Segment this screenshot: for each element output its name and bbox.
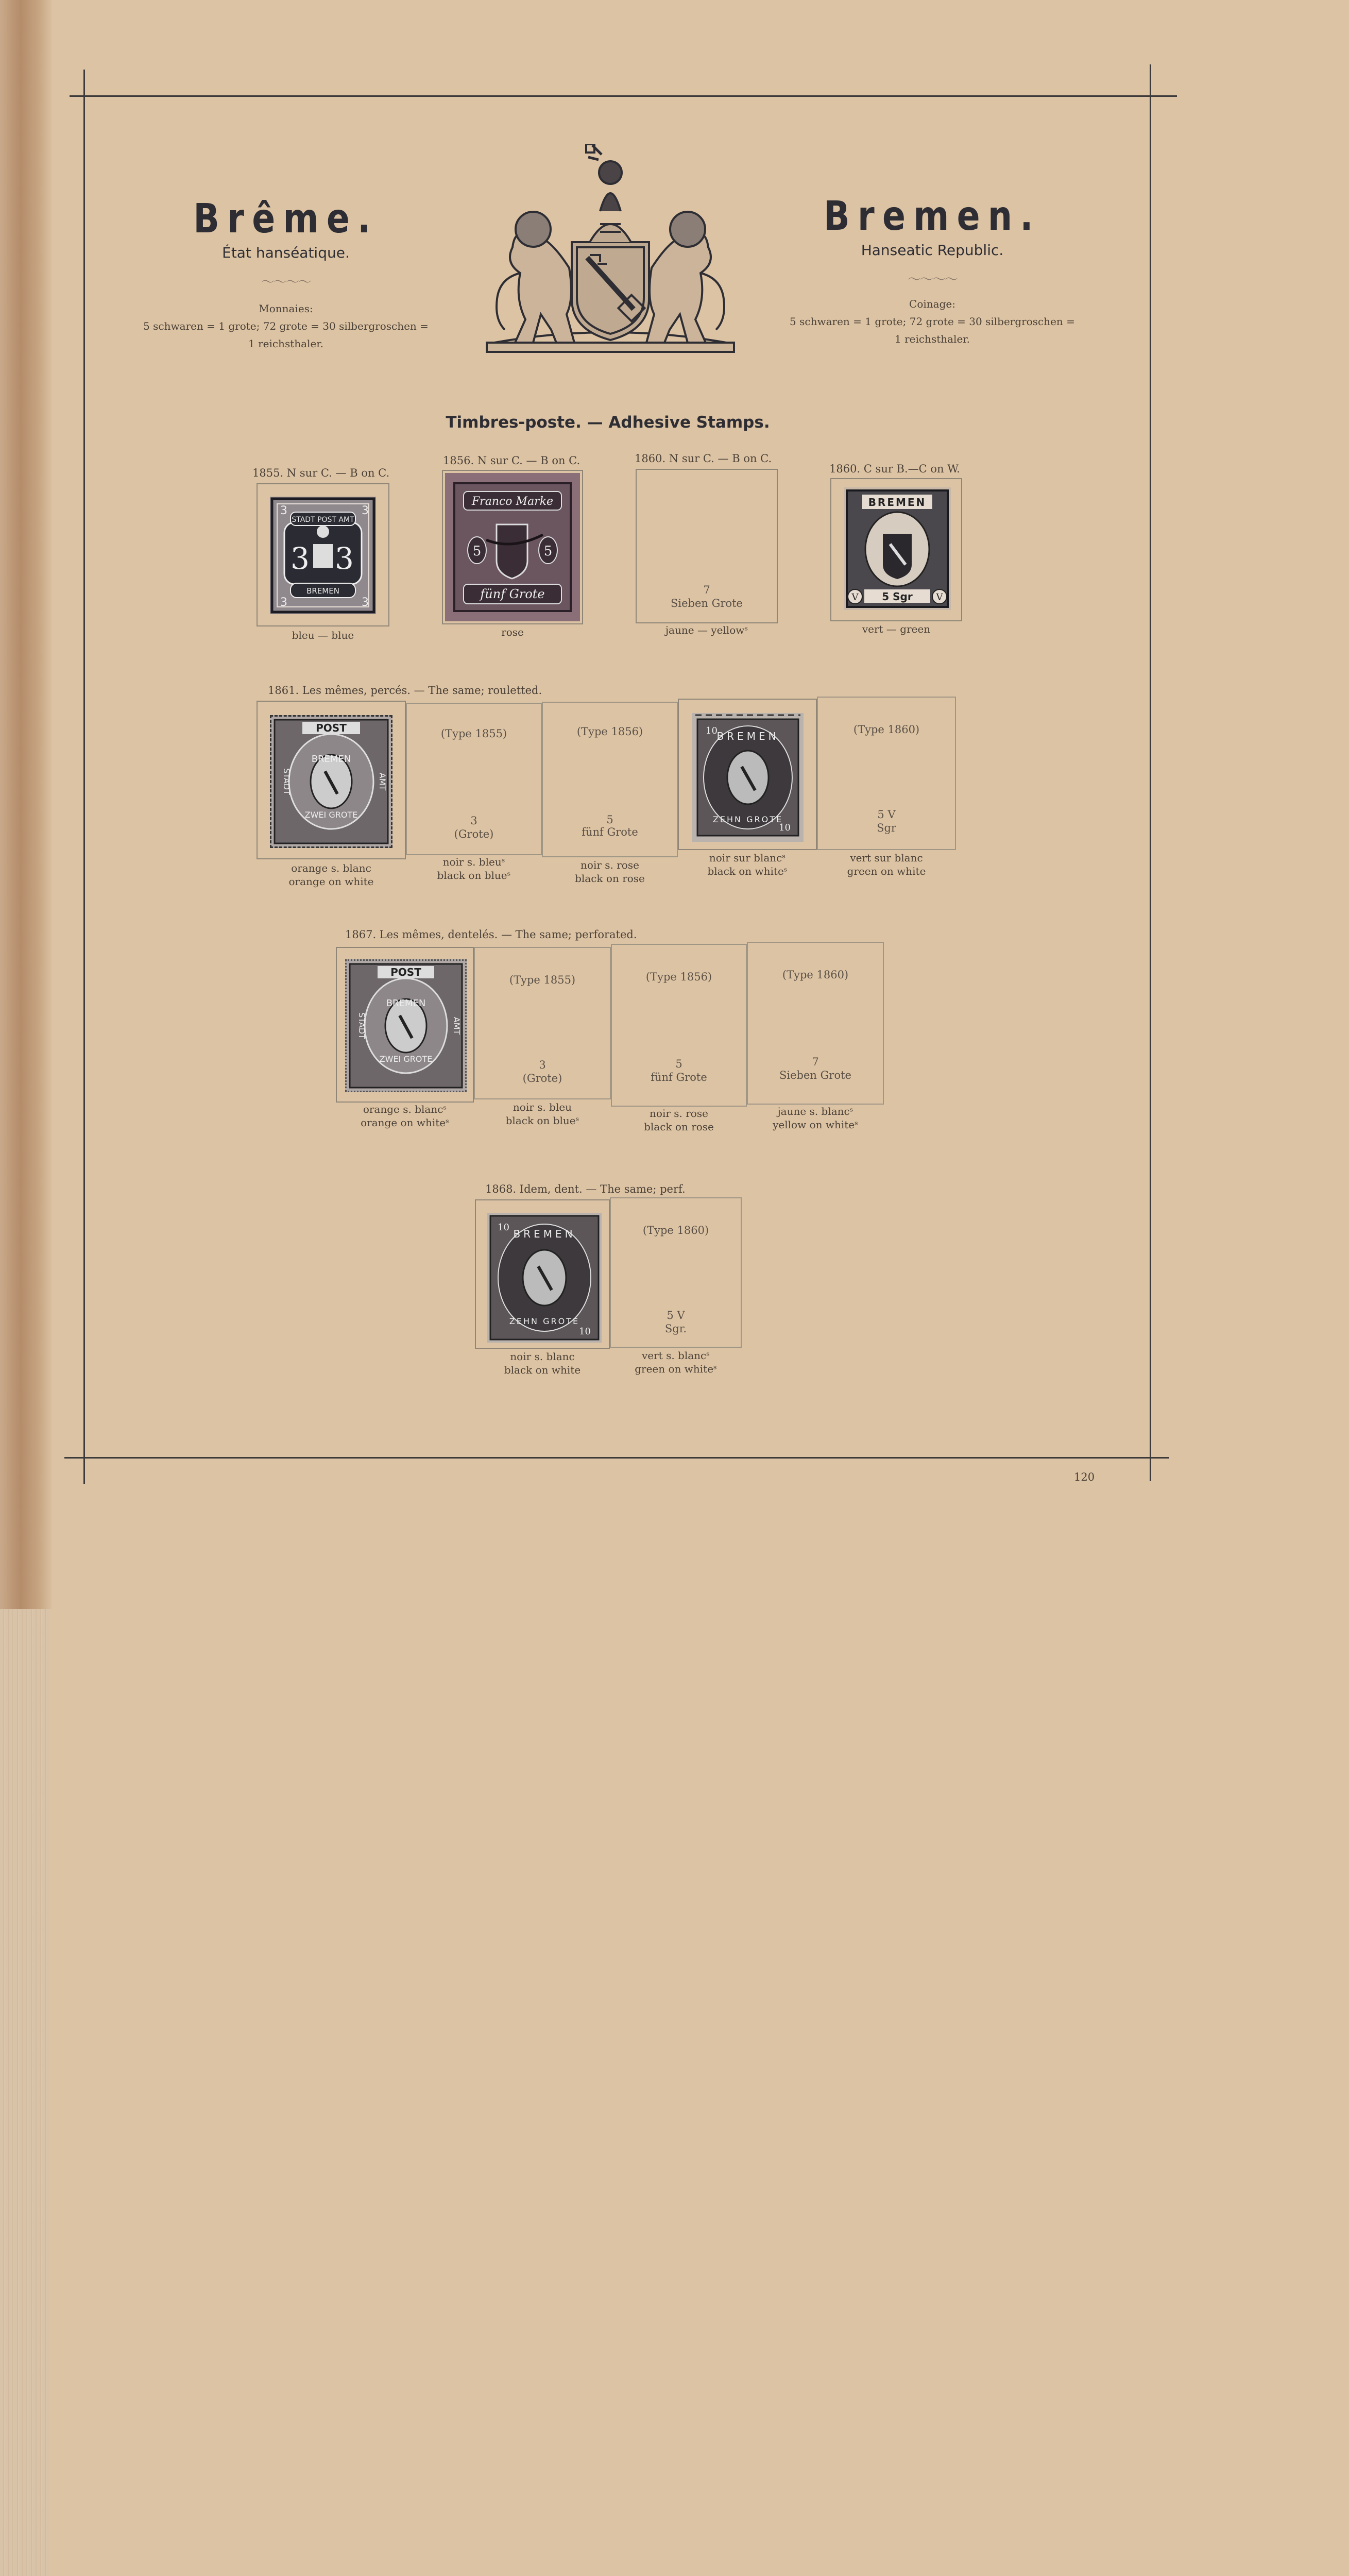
empty-slot-1861-green-white[interactable] [817,697,956,850]
page-edges [0,1609,49,2576]
caption-1867-black-rose [611,1107,747,1133]
caption-en: orange on white [288,875,374,888]
stamp-slot-1855 [257,483,389,626]
value-text: fünf Grote [582,826,638,838]
caption-1861-black-rose [542,858,678,885]
stamp-text-top: STADT POST AMT [292,516,354,524]
caption-fr: orange s. blanc [291,862,371,874]
caption-fr: orange s. blancˢ [363,1103,447,1115]
header-1861: 1861. Les mêmes, percés. — The same; rouletted. [268,684,542,697]
frame-right-rule [1150,64,1151,1481]
caption-1860-green: vert — green [862,623,931,635]
coinage-line2-fr: 1 reichsthaler. [248,337,323,350]
empty-slot-1867-black-blue[interactable] [474,947,611,1099]
stamp-1856-rose[interactable] [445,473,580,621]
stamp-1860-green[interactable] [844,487,951,610]
stamp-bottom: ZEHN GROTE [509,1316,580,1326]
caption-en: black on blueˢ [437,869,511,882]
empty-slot-1867-yellow-white[interactable] [747,942,884,1105]
empty-slot-1867-black-rose[interactable] [611,944,747,1107]
caption-1868-green-white [610,1349,742,1376]
page-title-en: Bremen. [824,193,1041,240]
caption-en: black on whiteˢ [707,865,788,877]
stamp-1855-blue[interactable] [270,497,376,614]
subtitle-fr: État hanséatique. [222,244,350,261]
left-header [100,196,471,352]
right-header [747,193,1118,348]
caption-en: black on rose [575,872,645,885]
value-text: (Grote) [454,828,494,840]
stamp-slot-1860-green [830,478,962,621]
type-reference: (Type 1856) [576,725,643,738]
caption-1861-black-blue [406,855,542,882]
header-1867: 1867. Les mêmes, dentelés. — The same; perforated. [345,928,637,941]
value-text: fünf Grote [651,1071,707,1083]
type-reference: (Type 1860) [853,723,920,736]
value-number: 7 [703,584,710,596]
caption-fr: noir s. bleuˢ [442,856,505,868]
stamp-top: POST [316,722,347,734]
value-text: Sgr. [664,1323,687,1335]
stamp-1861-black[interactable] [692,713,804,842]
svg-text:3: 3 [280,504,287,517]
value-text: (Grote) [522,1072,562,1084]
stamp-corner: 10 [706,725,718,736]
stamp-text-bottom: fünf Grote [480,587,545,601]
empty-slot-1868-green-white[interactable] [610,1197,742,1348]
caption-1867-yellow-white [747,1105,884,1131]
page-number: 120 [1074,1471,1095,1483]
stamp-corner: 10 [579,1326,591,1337]
caption-1867-orange [336,1103,474,1129]
empty-slot-1860-yellow[interactable] [636,469,778,623]
value-number: 3 [539,1059,546,1071]
caption-1856: rose [501,626,524,638]
stamp-top: BREMEN [513,1228,576,1240]
stamp-corner: 10 [779,822,791,833]
stamp-bottom: ZWEI GROTE [304,810,358,820]
caption-1861-orange [257,861,406,888]
stamp-bottom: ZWEI GROTE [379,1054,433,1064]
value-number: 5 [606,814,613,826]
caption-fr: noir s. blanc [510,1350,575,1363]
section-title: Timbres-poste. — Adhesive Stamps. [446,413,770,432]
divider-ornament: ～～～～ [261,275,311,290]
type-reference: (Type 1856) [645,971,712,983]
coat-of-arms-icon [484,144,737,361]
caption-fr: noir s. bleu [513,1101,572,1113]
value-text: Sieben Grote [671,597,743,609]
svg-text:V: V [851,592,859,603]
value-number: 5 V [667,1309,685,1321]
caption-1861-black-white [678,851,817,878]
frame-top-rule [70,95,1177,97]
stamp-slot-1861-black-white [678,699,817,850]
stamp-slot-1856 [442,470,583,624]
value-text: Sgr [877,822,896,834]
caption-en: black on blueˢ [505,1114,579,1127]
coinage-line1-en: 5 schwaren = 1 grote; 72 grote = 30 silbergroschen = [790,315,1075,328]
caption-en: black on white [504,1364,581,1376]
caption-fr: vert s. blancˢ [641,1349,710,1362]
coinage-line2-en: 1 reichsthaler. [894,333,970,345]
stamp-corner: 10 [498,1222,509,1233]
caption-1868-black [475,1350,610,1377]
stamp-slot-1868-black [475,1199,610,1349]
caption-1867-black-blue [474,1100,611,1127]
stamp-left: STADT [357,1012,367,1039]
caption-fr: jaune s. blancˢ [777,1105,853,1117]
header-1856: 1856. N sur C. — B on C. [443,454,580,467]
stamp-1867-orange[interactable] [345,959,467,1092]
book-gutter [0,0,52,1609]
stamp-text-bottom: 5 Sgr [882,590,913,603]
type-reference: (Type 1860) [642,1224,709,1236]
value-number: 3 [470,815,477,827]
caption-fr: noir s. rose [580,859,639,871]
stamp-top: BREMEN [716,730,779,742]
svg-text:3: 3 [362,504,369,517]
type-reference: (Type 1860) [782,969,849,981]
coinage-label-fr: Monnaies: [259,302,313,315]
value-number: 5 V [877,808,896,821]
stamp-slot-1861-orange [257,701,406,859]
stamp-bottom: ZEHN GROTE [712,815,783,824]
header-1860-yellow: 1860. N sur C. — B on C. [635,452,772,465]
stamp-right: AMT [378,772,387,791]
stamp-text-top: BREMEN [868,496,927,509]
caption-en: black on rose [644,1121,714,1133]
caption-en: green on whiteˢ [635,1363,717,1375]
value-number: 5 [675,1058,682,1070]
stamp-slot-1867-orange [336,947,474,1103]
stamp-text-top: Franco Marke [471,495,554,508]
stamp-center: BREMEN [386,998,426,1009]
stamp-value-right: 3 [335,541,354,576]
caption-en: yellow on whiteˢ [773,1118,858,1131]
type-reference: (Type 1855) [440,727,507,740]
coinage-line1-fr: 5 schwaren = 1 grote; 72 grote = 30 silbergroschen = [143,320,429,332]
divider-ornament: ～～～～ [907,272,957,287]
page-title-fr: Brême. [193,196,379,242]
frame-left-rule [83,70,85,1484]
svg-text:3: 3 [362,596,369,609]
stamp-text-bottom: BREMEN [306,586,339,596]
caption-fr: noir s. rose [650,1107,708,1120]
stamp-value-left: 5 [472,544,482,559]
value-number: 7 [812,1056,819,1068]
caption-1860-yellow: jaune — yellowˢ [665,624,748,636]
header-1868: 1868. Idem, dent. — The same; perf. [485,1183,686,1195]
stamp-1861-orange[interactable] [270,715,392,848]
coinage-label-en: Coinage: [909,298,955,310]
stamp-right: AMT [452,1016,462,1035]
caption-en: orange on whiteˢ [361,1116,449,1129]
stamp-value-right: 5 [543,544,553,559]
caption-en: green on white [847,865,926,877]
stamp-left: STADT [282,768,292,795]
stamp-1868-black[interactable] [487,1213,602,1343]
type-reference: (Type 1855) [509,974,576,986]
header-1855: 1855. N sur C. — B on C. [252,467,390,479]
stamp-top: POST [390,966,421,978]
frame-bottom-rule [64,1457,1169,1459]
header-1860-green: 1860. C sur B.—C on W. [829,463,960,475]
empty-slot-1861-black-blue[interactable] [406,703,542,855]
subtitle-en: Hanseatic Republic. [861,242,1004,259]
empty-slot-1861-black-rose[interactable] [542,702,678,857]
caption-fr: noir sur blancˢ [709,852,786,864]
value-text: Sieben Grote [779,1069,851,1081]
caption-1861-green-white [817,851,956,878]
caption-1855: bleu — blue [292,629,354,641]
svg-text:3: 3 [280,596,287,609]
svg-text:V: V [936,592,943,603]
caption-fr: vert sur blanc [850,852,923,864]
stamp-center: BREMEN [311,754,351,765]
stamp-value-left: 3 [291,541,310,576]
